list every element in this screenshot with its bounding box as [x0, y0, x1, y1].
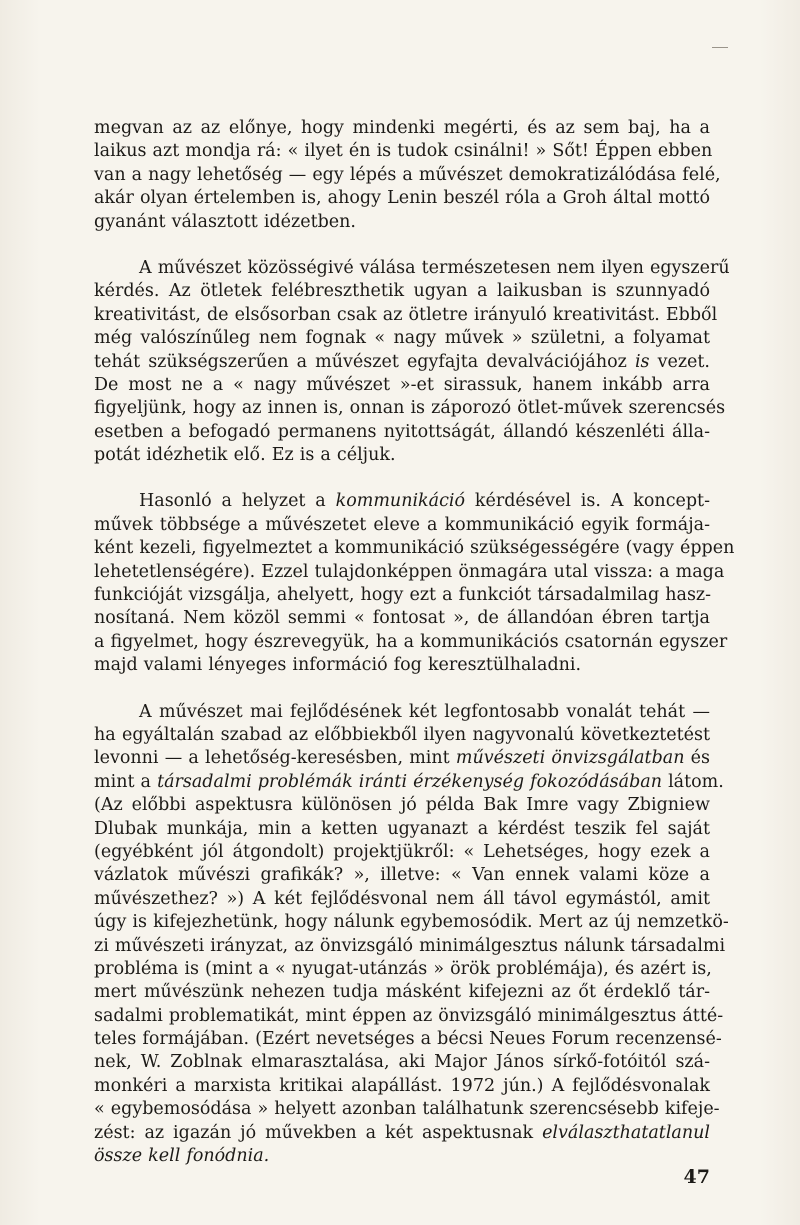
text-line: funkcióját vizsgálja, ahelyett, hogy ezt a funkciót társadalmilag hasz-: [94, 585, 712, 606]
text-segment: levonni — a lehetőség-keresésben, mint művészeti önvizsgálatban és: [94, 748, 711, 769]
text-line: művészethez? ») A két fejlődésvonal nem áll távol egymástól, amit: [94, 888, 710, 909]
paragraph-2: [94, 257, 730, 468]
text-line: potát idézhetik elő. Ez is a céljuk.: [94, 445, 396, 466]
text-line: teles formájában. (Ezért nevetséges a bécsi Neues Forum recenzensé-: [94, 1029, 722, 1050]
text-line: megvan az az előnye, hogy mindenki megérti, és az sem baj, ha a: [94, 118, 710, 138]
paragraph-1: [94, 117, 721, 234]
text-segment: mint a társadalmi problémák iránti érzékenység fokozódásában látom.: [94, 771, 724, 792]
text-line: laikus azt mondja rá: « ilyet én is tudok csinálni! » Sőt! Éppen ebben: [94, 141, 713, 162]
text-line: A művészet közösségivé válása természetesen nem ilyen egyszerű: [139, 257, 730, 278]
text-segment: [94, 1146, 269, 1166]
text-line: a figyelmet, hogy észrevegyük, ha a kommunikációs csatornán egyszer: [94, 631, 728, 652]
text-line: (egyébként jól átgondolt) projektjükről: « Lehetséges, hogy ezek a: [94, 841, 710, 862]
paragraph-3: [94, 490, 735, 677]
text-line: úgy is kifejezhetünk, hogy nálunk egybemosódik. Mert az új nemzetkö-: [94, 912, 729, 933]
text-line: [94, 490, 710, 513]
text-line: kreativitást, de elsősorban csak az ötletre irányuló kreativitást. Ebből: [94, 304, 718, 325]
text-line: [94, 771, 724, 794]
text-segment: zést: az igazán jó művekben a két aspektusnak elválaszthatatlanul: [94, 1122, 710, 1143]
text-line: zi művészeti irányzat, az önvizsgáló minimálgesztus nálunk társadalmi: [94, 935, 726, 956]
text-line: esetben a befogadó permanens nyitottságát, állandó készenléti álla-: [94, 421, 710, 442]
italic-phrase: társadalmi problémák iránti érzékenység fokozódásában: [157, 771, 662, 792]
text-line: akár olyan értelemben is, ahogy Lenin beszél róla a Groh által mottó: [94, 188, 710, 209]
paragraph-4: [94, 701, 729, 1169]
text-line: vázlatok művészi grafikák? », illetve: « Van ennek valami köze a: [94, 865, 710, 886]
text-line: nek, W. Zoblnak elmarasztalása, aki Major János sírkő-fotóitól szá-: [94, 1052, 710, 1073]
text-line: A művészet mai fejlődésének két legfontosabb vonalát tehát —: [139, 701, 710, 722]
italic-phrase: kommunikáció: [335, 491, 466, 512]
text-line: De most ne a « nagy művészet »-et sirassuk, hanem inkább arra: [94, 374, 710, 395]
text-line: Dlubak munkája, min a ketten ugyanazt a kérdést teszik fel saját: [94, 818, 710, 839]
text-line: van a nagy lehetőség — egy lépés a művészet demokratizálódása felé,: [94, 164, 721, 185]
corner-mark: [712, 47, 728, 48]
text-line: gyanánt választott idézetben.: [94, 211, 356, 232]
text-line: [94, 351, 710, 374]
text-line: [94, 1145, 710, 1168]
text-line: ként kezeli, figyelmeztet a kommunikáció szükségességére (vagy éppen: [94, 538, 735, 559]
text-line: mert művészünk nehezen tudja másként kifejezni az őt érdeklő tár-: [94, 982, 710, 1003]
text-line: még valószínűleg nem fognak « nagy művek » születni, a folyamat: [94, 328, 710, 349]
text-line: sadalmi problematikát, mint éppen az önvizsgáló minimálgesztus átté-: [94, 1005, 724, 1026]
text-line: nosítaná. Nem közöl semmi « fontosat », de állandóan ébren tartja: [94, 608, 710, 629]
text-line: lehetetlenségére). Ezzel tulajdonképpen önmagára utal vissza: a maga: [94, 561, 725, 582]
text-line: majd valami lényeges információ fog keresztülhaladni.: [94, 655, 582, 676]
text-line: [94, 747, 710, 770]
text-line: kérdés. Az ötletek felébreszthetik ugyan a laikusban is szunnyadó: [94, 281, 710, 302]
text-segment: Hasonló a helyzet a kommunikáció kérdésével is. A koncept-: [139, 491, 710, 512]
italic-phrase: művészeti önvizsgálatban: [455, 748, 685, 769]
text-segment: tehát szükségszerűen a művészet egyfajta devalvációjához is vezet.: [94, 351, 710, 372]
text-line: monkéri a marxista kritikai alapállást. 1972 jún.) A fejlődésvonalak: [94, 1075, 710, 1096]
italic-phrase: elválaszthatatlanul: [542, 1122, 710, 1143]
text-line: figyeljünk, hogy az innen is, onnan is záporozó ötlet-művek szerencsés: [94, 398, 726, 419]
text-line: probléma is (mint a « nyugat-utánzás » örök problémája), és azért is,: [94, 958, 712, 979]
text-line: művek többsége a művészetet eleve a kommunikáció egyik formája-: [94, 514, 710, 535]
text-line: ha egyáltalán szabad az előbbiekből ilyen nagyvonalú következtetést: [94, 724, 710, 745]
text-line: [94, 1122, 710, 1145]
page-number: 47: [683, 1166, 710, 1188]
text-line: « egybemosódása » helyett azonban találhatunk szerencsésebb kifeje-: [94, 1099, 720, 1120]
italic-phrase: is: [634, 351, 650, 372]
text-line: (Az előbbi aspektusra különösen jó példa Bak Imre vagy Zbigniew: [94, 795, 710, 816]
body-text: [94, 117, 735, 1168]
italic-phrase: össze kell fonódnia.: [94, 1146, 270, 1167]
